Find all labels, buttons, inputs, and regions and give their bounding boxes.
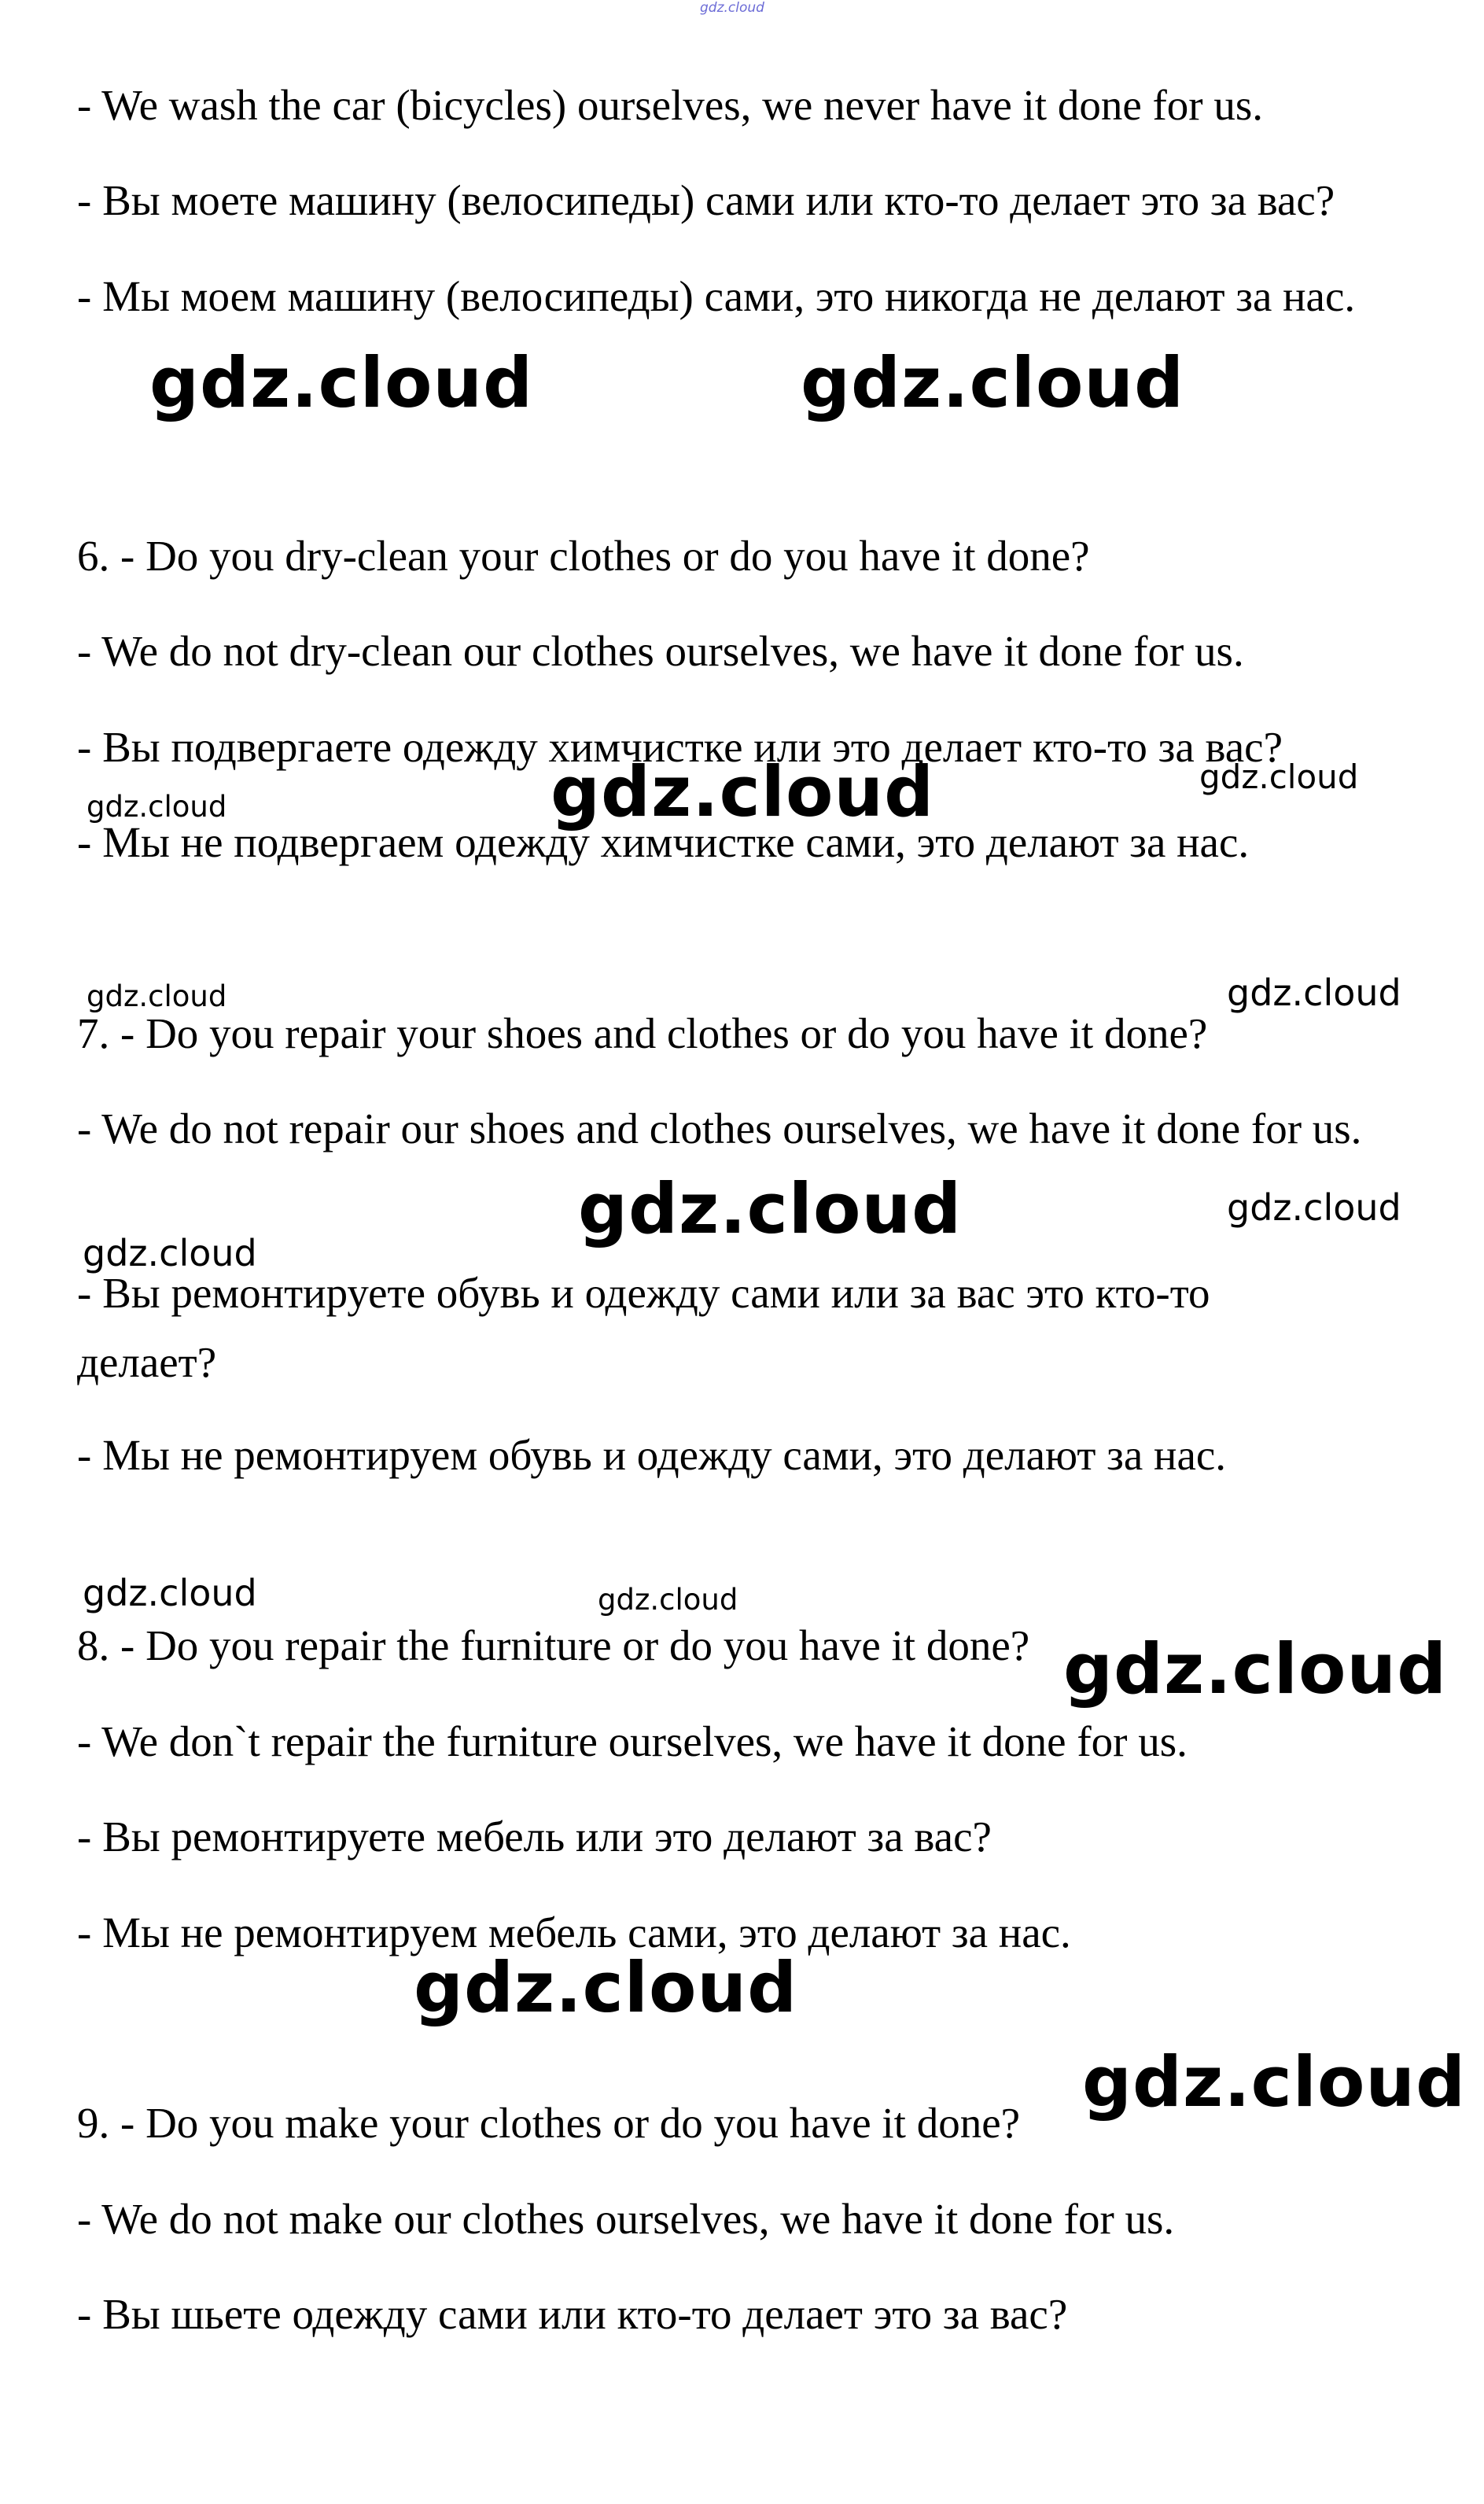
watermark-top: gdz.cloud [700,0,764,16]
watermark: gdz.cloud [551,751,935,832]
translation-line: - Мы не ремонтируем мебель сами, это делают за нас. [77,1908,1071,1956]
answer-line: - We do not repair our shoes and clothes ourselves, we have it done for us. [77,1104,1362,1152]
translation-line: - Вы шьете одежду сами или кто-то делает это за вас? [77,2290,1068,2338]
answer-line: - We do not make our clothes ourselves, we have it done for us. [77,2195,1175,2243]
answer-line: - We do not dry-clean our clothes ourselves, we have it done for us. [77,627,1244,675]
watermark: gdz.cloud [598,1583,738,1617]
translation-line: - Вы моете машину (велосипеды) сами или кто-то делает это за вас? [77,176,1335,224]
watermark: gdz.cloud [87,790,227,824]
watermark: gdz.cloud [1227,972,1401,1014]
translation-line: - Вы ремонтируете мебель или это делают за вас? [77,1813,992,1860]
question-line: 9. - Do you make your clothes or do you have it done? [77,2099,1021,2147]
answer-line: - We wash the car (bicycles) ourselves, we never have it done for us. [77,81,1264,129]
watermark: gdz.cloud [87,979,227,1013]
watermark: gdz.cloud [83,1232,257,1274]
translation-line: - Мы не ремонтируем обувь и одежду сами, это делают за нас. [77,1431,1227,1479]
translation-line: - Вы подвергаете одежду химчистке или это делает кто-то за вас? [77,723,1283,771]
question-line: 6. - Do you dry-clean your clothes or do you have it done? [77,532,1090,580]
translation-line: - Вы ремонтируете обувь и одежду сами или за вас это кто-то делает? [77,1269,1210,1386]
watermark: gdz.cloud [414,1947,798,2028]
translation-line: - Мы моем машину (велосипеды) сами, это никогда не делают за нас. [77,272,1356,320]
watermark: gdz.cloud [801,342,1185,423]
question-line: 7. - Do you repair your shoes and clothes or do you have it done? [77,1009,1208,1057]
translation-line: - Мы не подвергаем одежду химчистке сами, это делают за нас. [77,818,1250,866]
watermark: gdz.cloud [83,1572,257,1614]
answer-line: - We don`t repair the furniture ourselves, we have it done for us. [77,1717,1188,1765]
watermark: gdz.cloud [578,1168,963,1249]
question-line: 8. - Do you repair the furniture or do you have it done? [77,1621,1030,1669]
watermark: gdz.cloud [1227,1186,1401,1229]
watermark: gdz.cloud [1063,1628,1448,1709]
watermark: gdz.cloud [149,342,534,423]
watermark: gdz.cloud [1199,758,1359,796]
watermark: gdz.cloud [1082,2041,1467,2122]
